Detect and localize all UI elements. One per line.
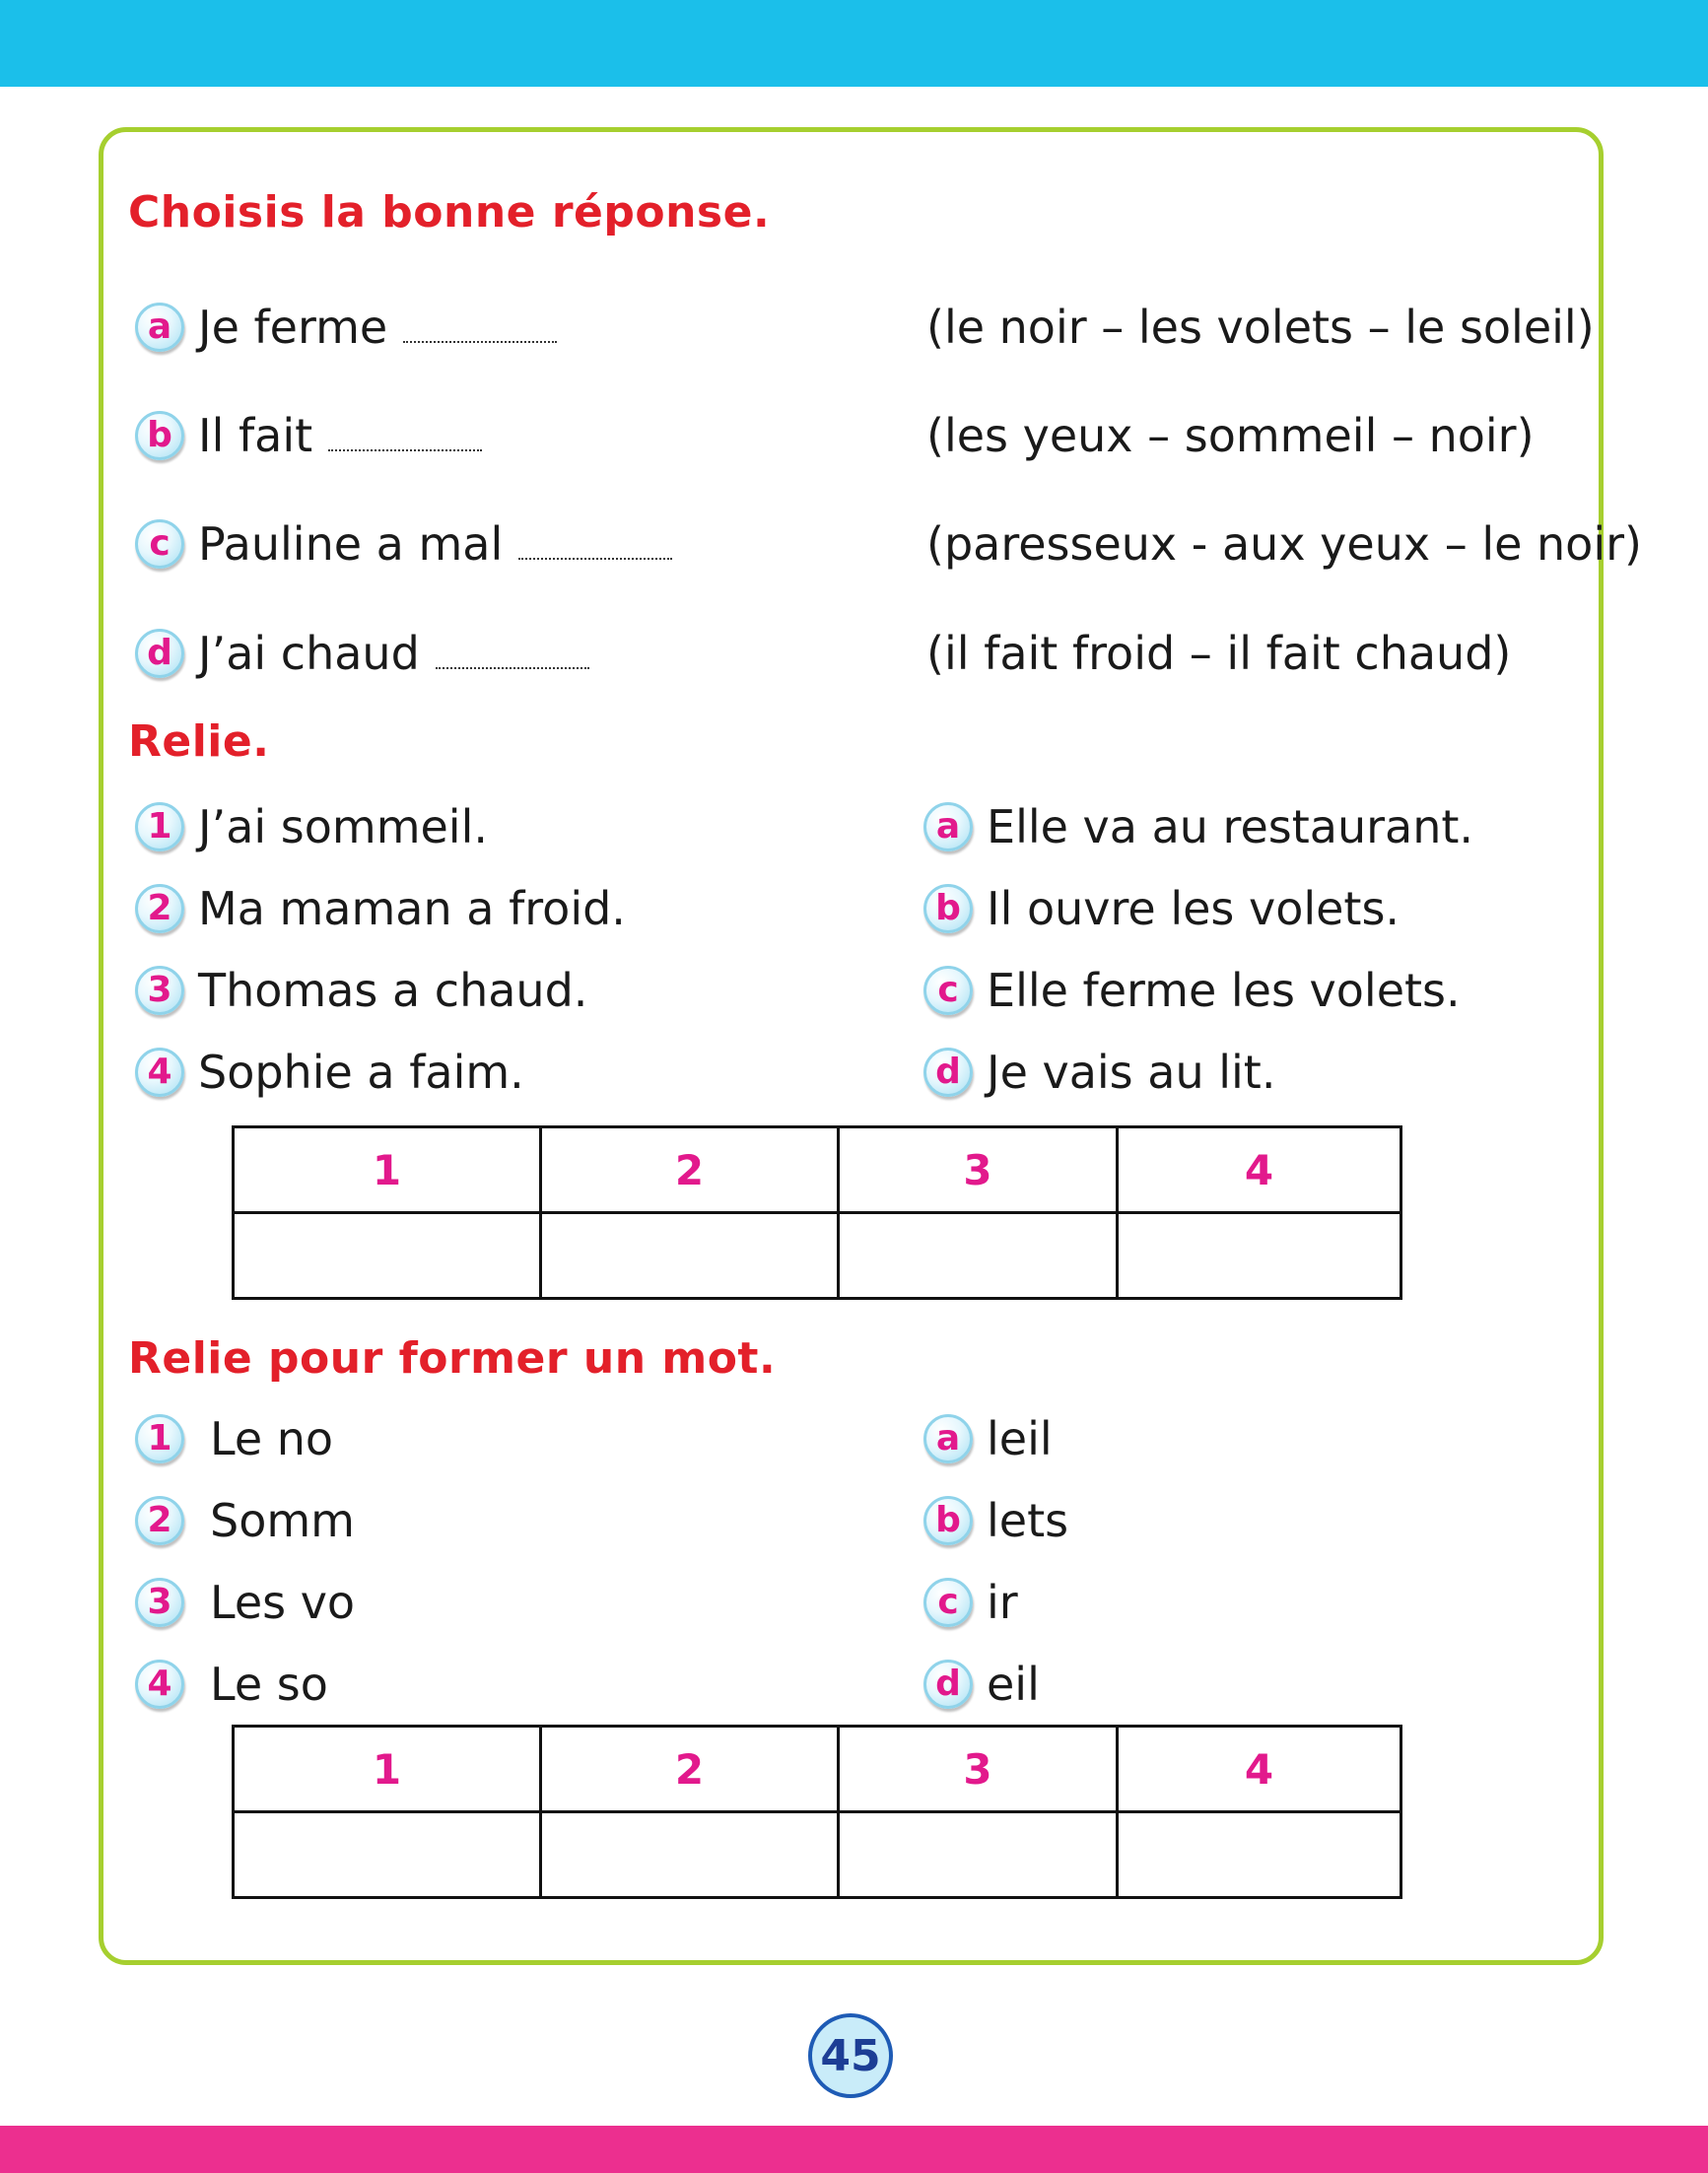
- sentence-text: Elle va au restaurant.: [987, 800, 1474, 853]
- answer-blank[interactable]: [436, 667, 589, 669]
- letter-badge: d: [923, 1048, 973, 1097]
- letter-badge: a: [923, 802, 973, 851]
- exercise3-left-4: [135, 1655, 328, 1714]
- number-badge: 1: [135, 1414, 184, 1463]
- answer-header-2: 2: [541, 1127, 839, 1213]
- exercise3-right-b: [923, 1491, 1068, 1550]
- letter-badge: c: [135, 519, 184, 569]
- exercise2-left-1: [135, 797, 488, 856]
- exercise1-choices-b: (les yeux – sommeil – noir): [926, 409, 1535, 462]
- answer-header-1: 1: [234, 1127, 541, 1213]
- exercise2-title: Relie.: [128, 716, 270, 767]
- letter-badge: c: [923, 966, 973, 1015]
- exercise3-right-d: [923, 1655, 1040, 1714]
- letter-badge: a: [923, 1414, 973, 1463]
- answer-header-3: 3: [839, 1727, 1118, 1812]
- exercise3-right-a: [923, 1409, 1053, 1468]
- exercise3-left-3: [135, 1573, 355, 1632]
- exercise1-choices-c: (paresseux - aux yeux – le noir): [926, 517, 1642, 571]
- answer-cell-1[interactable]: [234, 1812, 541, 1898]
- answer-cell-3[interactable]: [839, 1812, 1118, 1898]
- exercise3-title: Relie pour former un mot.: [128, 1333, 777, 1384]
- sentence-text: Il ouvre les volets.: [987, 882, 1401, 935]
- answer-cell-2[interactable]: [541, 1812, 839, 1898]
- answer-blank[interactable]: [328, 449, 482, 451]
- sentence-text: Ma maman a froid.: [198, 882, 626, 935]
- letter-badge: b: [923, 1496, 973, 1545]
- page-number: 45: [808, 2013, 893, 2098]
- exercise1-choices-d: (il fait froid – il fait chaud): [926, 627, 1512, 680]
- word-part: eil: [987, 1658, 1040, 1711]
- answer-cell-2[interactable]: [541, 1213, 839, 1299]
- answer-header-3: 3: [839, 1127, 1118, 1213]
- exercise1-item-c: [135, 514, 672, 574]
- word-part: Le no: [210, 1412, 334, 1465]
- sentence-text: Je ferme: [198, 301, 388, 354]
- sentence-text: J’ai sommeil.: [198, 800, 488, 853]
- answer-cell-3[interactable]: [839, 1213, 1118, 1299]
- sentence-text: Sophie a faim.: [198, 1046, 524, 1099]
- sentence-text: Il fait: [198, 409, 313, 462]
- exercise1-item-a: [135, 298, 557, 357]
- word-part: lets: [987, 1494, 1069, 1547]
- exercise1-item-b: [135, 406, 482, 465]
- answer-blank[interactable]: [518, 558, 672, 560]
- answer-header-2: 2: [541, 1727, 839, 1812]
- number-badge: 4: [135, 1660, 184, 1709]
- word-part: leil: [987, 1412, 1053, 1465]
- number-badge: 3: [135, 1578, 184, 1627]
- word-part: ir: [987, 1576, 1018, 1629]
- exercise2-left-4: [135, 1043, 524, 1102]
- number-badge: 4: [135, 1048, 184, 1097]
- answer-header-4: 4: [1118, 1727, 1401, 1812]
- letter-badge: c: [923, 1578, 973, 1627]
- exercise2-right-c: [923, 961, 1461, 1020]
- exercise2-right-d: [923, 1043, 1275, 1102]
- answer-cell-4[interactable]: [1118, 1812, 1401, 1898]
- exercise2-answer-table: [232, 1125, 1402, 1300]
- answer-header-1: 1: [234, 1727, 541, 1812]
- exercise3-left-2: [135, 1491, 355, 1550]
- number-badge: 2: [135, 1496, 184, 1545]
- exercise3-right-c: [923, 1573, 1018, 1632]
- letter-badge: b: [923, 884, 973, 933]
- word-part: Le so: [210, 1658, 328, 1711]
- exercise2-left-3: [135, 961, 587, 1020]
- sentence-text: J’ai chaud: [198, 627, 420, 680]
- answer-header-4: 4: [1118, 1127, 1401, 1213]
- answer-blank[interactable]: [403, 341, 557, 343]
- letter-badge: d: [923, 1660, 973, 1709]
- number-badge: 2: [135, 884, 184, 933]
- exercise1-item-d: [135, 624, 589, 683]
- letter-badge: b: [135, 411, 184, 460]
- sentence-text: Pauline a mal: [198, 517, 504, 571]
- number-badge: 1: [135, 802, 184, 851]
- answer-cell-4[interactable]: [1118, 1213, 1401, 1299]
- sentence-text: Elle ferme les volets.: [987, 964, 1461, 1017]
- top-color-band: [0, 0, 1708, 87]
- bottom-color-band: [0, 2126, 1708, 2173]
- exercise2-right-b: [923, 879, 1400, 938]
- sentence-text: Thomas a chaud.: [198, 964, 588, 1017]
- letter-badge: d: [135, 629, 184, 678]
- sentence-text: Je vais au lit.: [987, 1046, 1276, 1099]
- exercise1-choices-a: (le noir – les volets – le soleil): [926, 301, 1595, 354]
- letter-badge: a: [135, 303, 184, 352]
- number-badge: 3: [135, 966, 184, 1015]
- exercise2-right-a: [923, 797, 1473, 856]
- word-part: Les vo: [210, 1576, 356, 1629]
- exercise2-left-2: [135, 879, 626, 938]
- exercise3-left-1: [135, 1409, 333, 1468]
- exercise3-answer-table: [232, 1725, 1402, 1899]
- word-part: Somm: [210, 1494, 355, 1547]
- exercise1-title: Choisis la bonne réponse.: [128, 187, 771, 238]
- answer-cell-1[interactable]: [234, 1213, 541, 1299]
